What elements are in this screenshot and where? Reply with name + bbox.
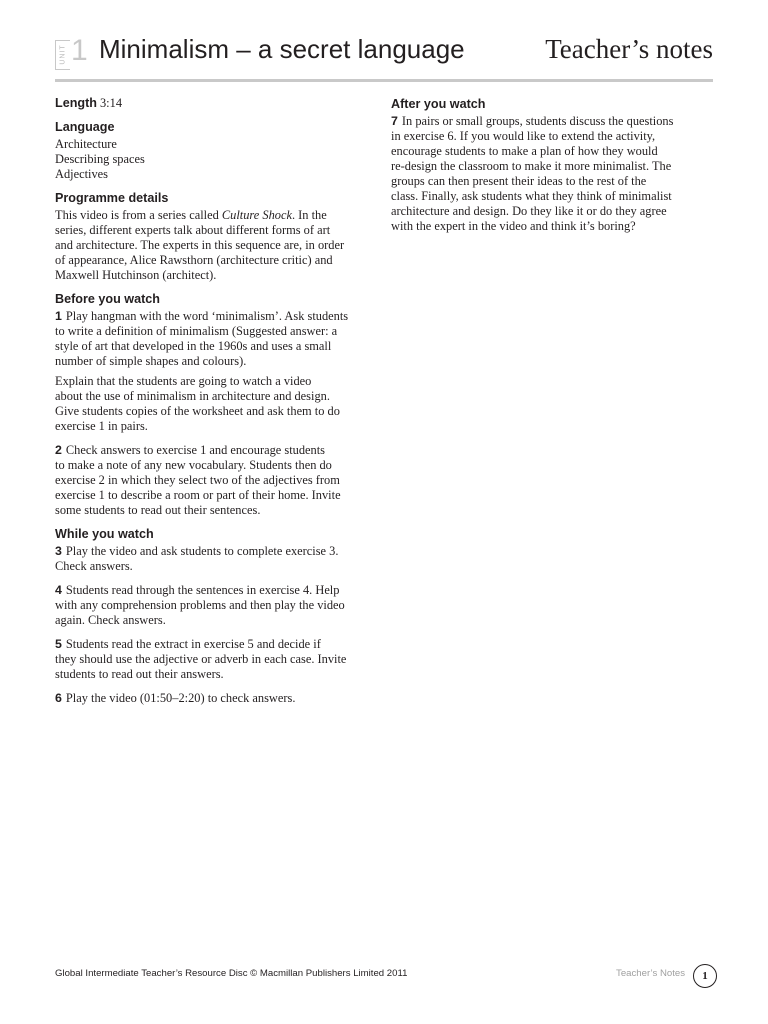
programme-line bbox=[55, 208, 377, 223]
paragraph-line: about the use of minimalism in architecture and design. bbox=[55, 389, 330, 403]
paragraph-line bbox=[55, 309, 377, 324]
while-item bbox=[55, 583, 377, 628]
length-value: 3:14 bbox=[99, 96, 123, 110]
paragraph-line: with any comprehension problems and then play the video bbox=[55, 598, 345, 612]
paragraph-text: Play hangman with the word ‘minimalism’. Ask students bbox=[65, 309, 349, 323]
paragraph-line: exercise 2 in which they select two of the adjectives from bbox=[55, 473, 340, 487]
paragraph-line bbox=[391, 114, 713, 129]
footer-section-label: Teacher’s Notes bbox=[616, 968, 685, 979]
while-item bbox=[55, 691, 377, 706]
paragraph-line: class. Finally, ask students what they think of minimalist bbox=[391, 189, 672, 203]
paragraph-line: students to read out their answers. bbox=[55, 667, 224, 681]
programme-line: Maxwell Hutchinson (architect). bbox=[55, 268, 217, 282]
paragraph-line: to make a note of any new vocabulary. Students then do bbox=[55, 458, 332, 472]
while-item bbox=[55, 544, 377, 574]
programme-text: . In the bbox=[291, 208, 327, 222]
page-footer bbox=[55, 965, 717, 985]
paragraph-text: Students read the extract in exercise 5 and decide if bbox=[65, 637, 321, 651]
paragraph-text: Check answers to exercise 1 and encourage students bbox=[65, 443, 325, 457]
paragraph-text: Play the video (01:50–2:20) to check answers. bbox=[65, 691, 296, 705]
page-subtitle: Teacher’s notes bbox=[545, 34, 713, 64]
paragraph-line: again. Check answers. bbox=[55, 613, 166, 627]
before-heading: Before you watch bbox=[55, 292, 160, 306]
paragraph-line: to write a definition of minimalism (Suggested answer: a bbox=[55, 324, 338, 338]
header-rule bbox=[55, 79, 713, 82]
page-header bbox=[55, 30, 713, 80]
paragraph-line: number of simple shapes and colours). bbox=[55, 354, 247, 368]
step-number: 7 bbox=[391, 114, 398, 128]
length-label: Length bbox=[55, 96, 97, 110]
paragraph-line: Give students copies of the worksheet and ask them to do bbox=[55, 404, 340, 418]
paragraph-line: exercise 1 to describe a room or part of their home. Invite bbox=[55, 488, 341, 502]
programme-section bbox=[55, 190, 377, 283]
programme-text: This video is from a series called bbox=[55, 208, 222, 222]
series-title: Culture Shock bbox=[221, 208, 292, 222]
after-heading: After you watch bbox=[391, 97, 486, 111]
unit-tab bbox=[55, 40, 70, 70]
page-number: 1 bbox=[693, 964, 717, 988]
length-section bbox=[55, 96, 377, 111]
paragraph-line: Explain that the students are going to watch a video bbox=[55, 374, 312, 388]
programme-line: series, different experts talk about different forms of art bbox=[55, 223, 331, 237]
programme-line: of appearance, Alice Rawsthorn (architecture critic) and bbox=[55, 253, 333, 267]
before-paragraph-3 bbox=[55, 443, 377, 518]
language-section bbox=[55, 119, 377, 182]
right-column bbox=[391, 96, 713, 242]
paragraph-line: in exercise 6. If you would like to extend the activity, bbox=[391, 129, 656, 143]
footer-copyright: Global Intermediate Teacher’s Resource Disc © Macmillan Publishers Limited 2011 bbox=[55, 968, 408, 979]
language-item: Architecture bbox=[55, 137, 117, 151]
step-number: 1 bbox=[55, 309, 62, 323]
paragraph-line: some students to read out their sentences. bbox=[55, 503, 261, 517]
while-heading: While you watch bbox=[55, 527, 154, 541]
step-number: 6 bbox=[55, 691, 62, 705]
paragraph-line bbox=[55, 583, 377, 598]
paragraph-line: groups can then present their ideas to the rest of the bbox=[391, 174, 647, 188]
paragraph-line bbox=[55, 691, 377, 706]
paragraph-text: Students read through the sentences in exercise 4. Help bbox=[65, 583, 340, 597]
after-section bbox=[391, 96, 713, 234]
language-item: Describing spaces bbox=[55, 152, 145, 166]
language-item: Adjectives bbox=[55, 167, 108, 181]
paragraph-line: re-design the classroom to make it more minimalist. The bbox=[391, 159, 672, 173]
step-number: 2 bbox=[55, 443, 62, 457]
language-heading: Language bbox=[55, 120, 115, 134]
paragraph-line: they should use the adjective or adverb in each case. Invite bbox=[55, 652, 347, 666]
paragraph-text: Play the video and ask students to complete exercise 3. bbox=[65, 544, 339, 558]
step-number: 3 bbox=[55, 544, 62, 558]
programme-line: and architecture. The experts in this sequence are, in order bbox=[55, 238, 345, 252]
before-paragraph-2 bbox=[55, 374, 377, 434]
unit-number: 1 bbox=[71, 34, 88, 67]
before-paragraph-1 bbox=[55, 309, 377, 369]
paragraph-line: exercise 1 in pairs. bbox=[55, 419, 148, 433]
before-section bbox=[55, 291, 377, 518]
paragraph-line: encourage students to make a plan of how they would bbox=[391, 144, 658, 158]
paragraph-text: In pairs or small groups, students discuss the questions bbox=[401, 114, 674, 128]
paragraph-line: with the expert in the video and think it’s boring? bbox=[391, 219, 636, 233]
paragraph-line bbox=[55, 544, 377, 559]
paragraph-line: style of art that developed in the 1960s and uses a small bbox=[55, 339, 332, 353]
paragraph-line bbox=[55, 443, 377, 458]
while-section bbox=[55, 526, 377, 706]
while-item bbox=[55, 637, 377, 682]
paragraph-line: Check answers. bbox=[55, 559, 133, 573]
programme-heading: Programme details bbox=[55, 191, 169, 205]
step-number: 4 bbox=[55, 583, 62, 597]
paragraph-line: architecture and design. Do they like it or do they agree bbox=[391, 204, 667, 218]
page-title: Minimalism – a secret language bbox=[99, 34, 465, 64]
paragraph-line bbox=[55, 637, 377, 652]
unit-label: UNIT bbox=[59, 44, 67, 65]
after-paragraph bbox=[391, 114, 713, 234]
step-number: 5 bbox=[55, 637, 62, 651]
left-column bbox=[55, 96, 377, 714]
